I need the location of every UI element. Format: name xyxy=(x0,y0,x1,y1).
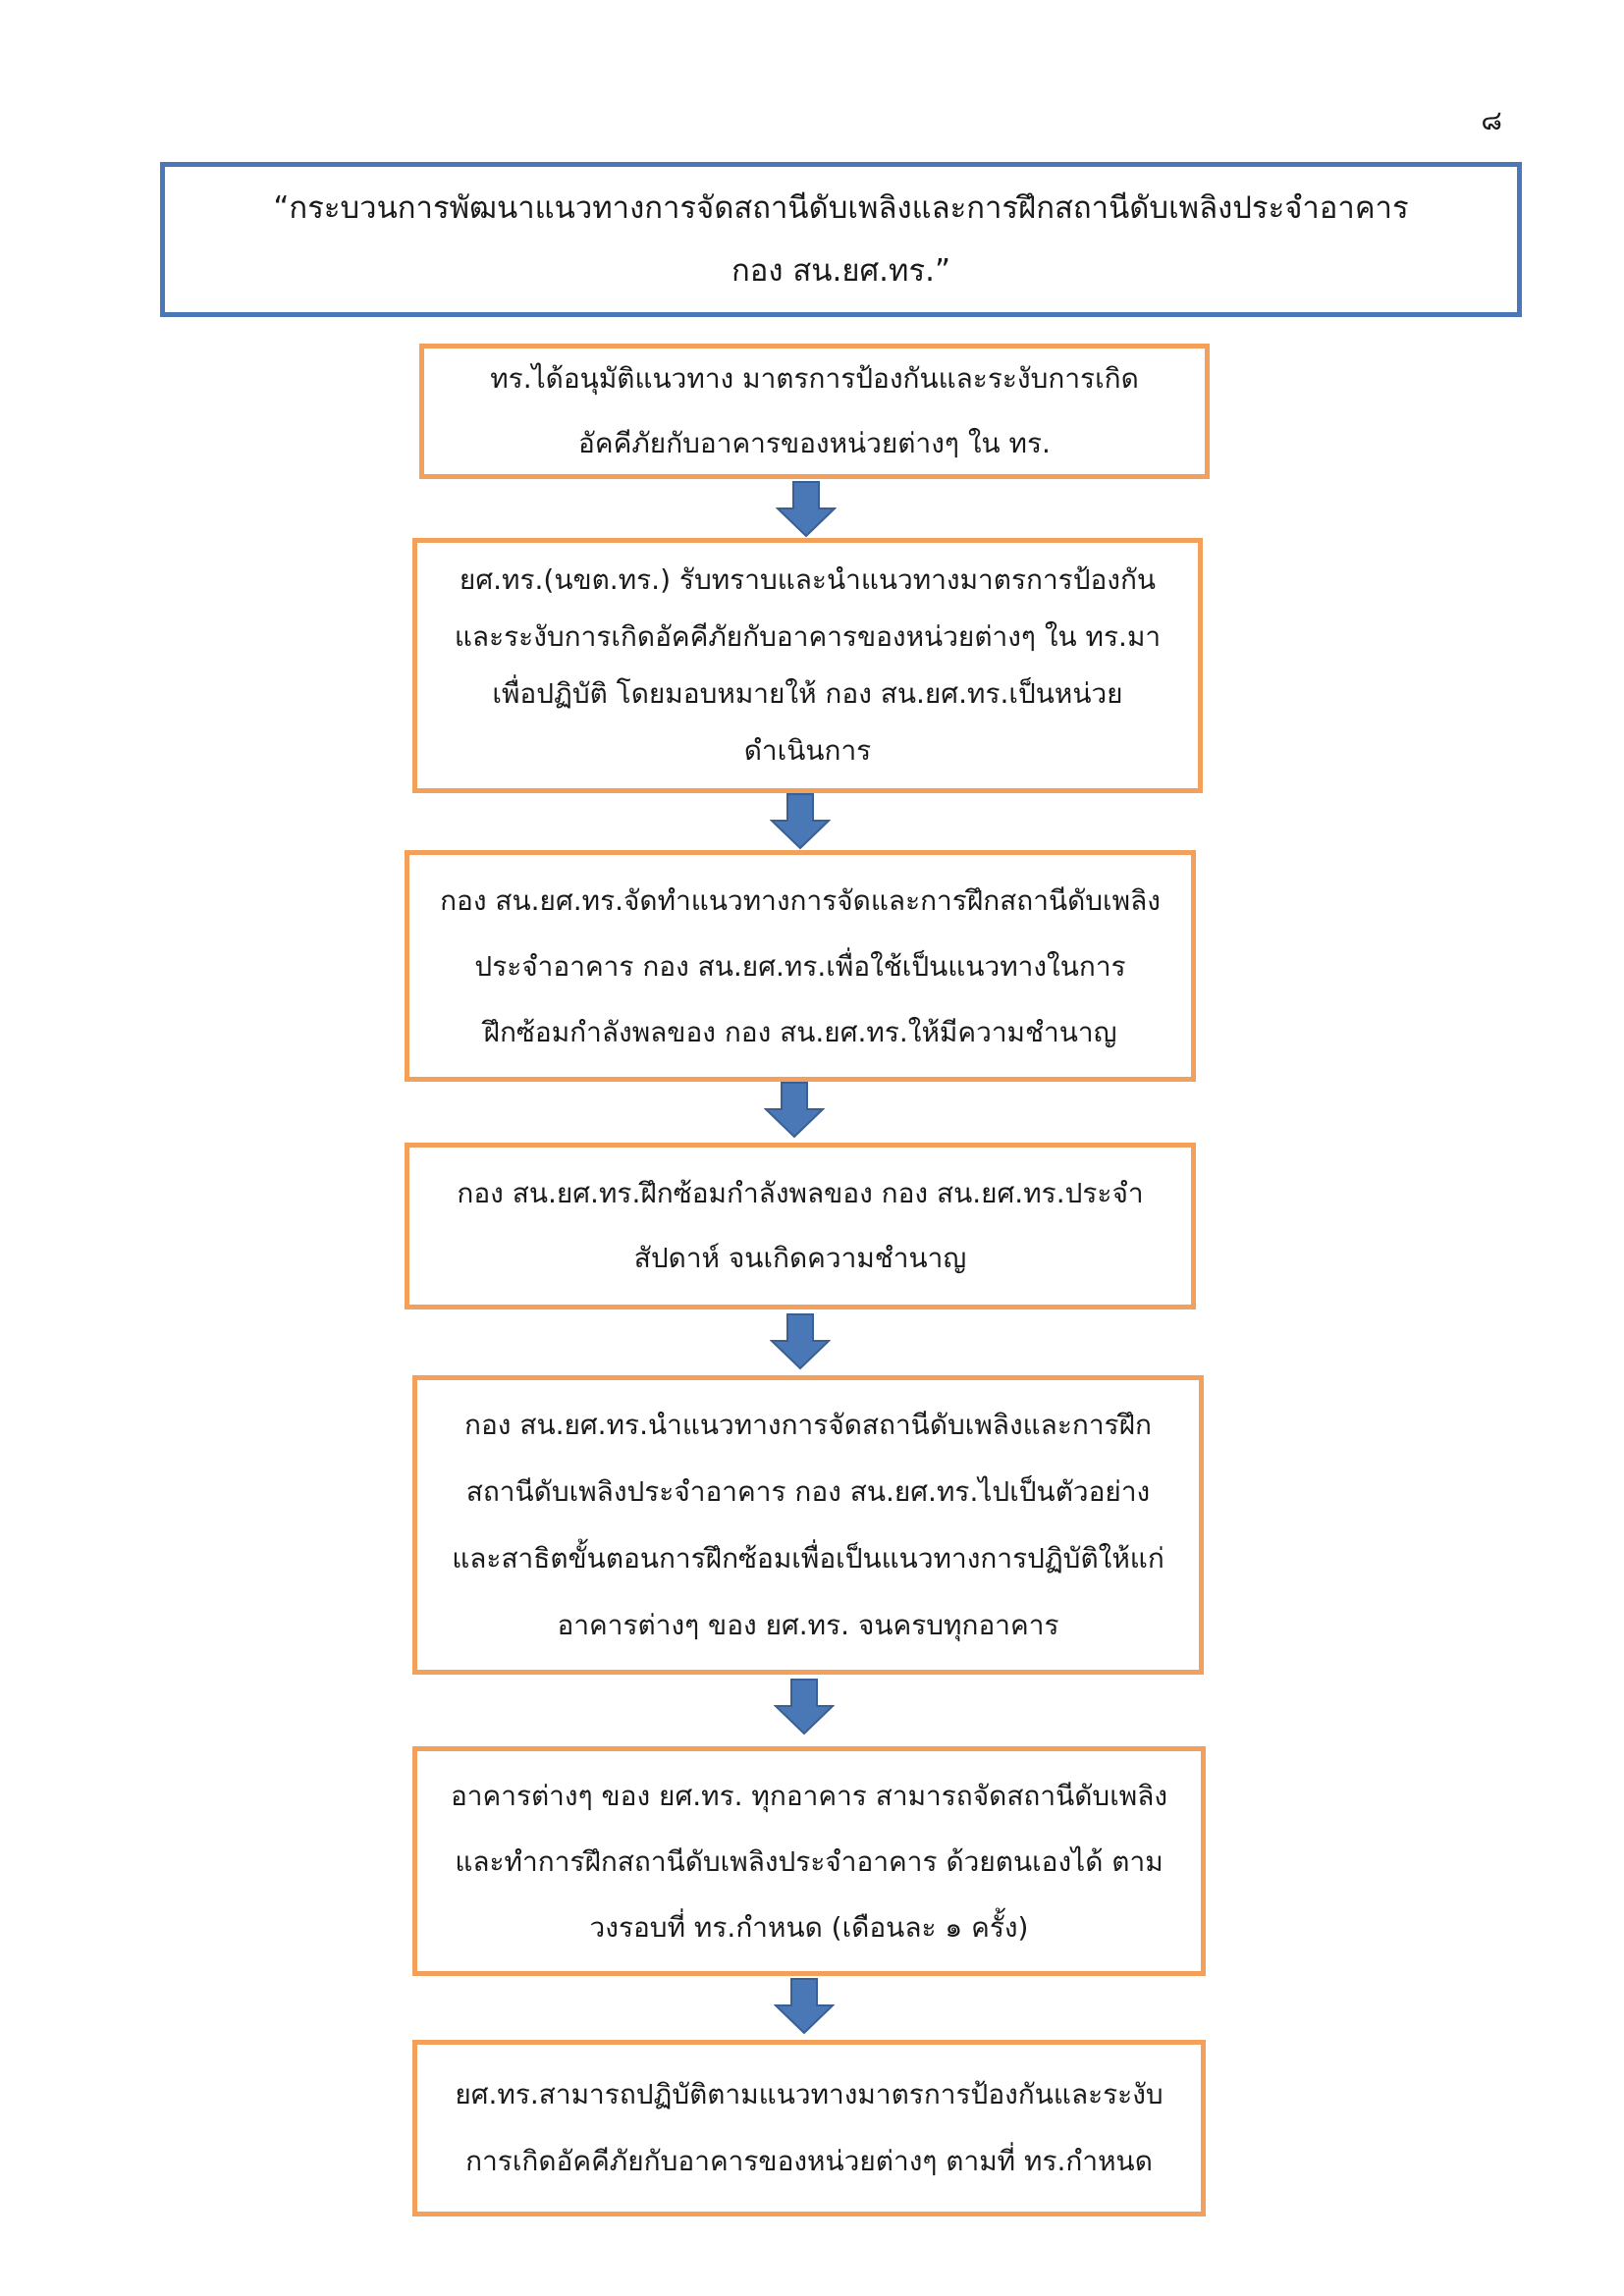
down-arrow-icon xyxy=(776,481,837,538)
step-3-line-1: กอง สน.ยศ.ทร.จัดทำแนวทางการจัดและการฝึกสถานีดับเพลิง xyxy=(440,883,1161,917)
step-5-line-4: อาคารต่างๆ ของ ยศ.ทร. จนครบทุกอาคาร xyxy=(557,1608,1059,1641)
step-box-7 xyxy=(412,2040,1206,2216)
step-2-line-3: เพื่อปฏิบัติ โดยมอบหมายให้ กอง สน.ยศ.ทร.เป็นหน่วย xyxy=(492,677,1123,710)
step-7-line-2: การเกิดอัคคีภัยกับอาคารของหน่วยต่างๆ ตามที่ ทร.กำหนด xyxy=(465,2145,1153,2177)
step-4-line-1: กอง สน.ยศ.ทร.ฝึกซ้อมกำลังพลของ กอง สน.ยศ.ทร.ประจำ xyxy=(457,1177,1144,1209)
step-2-line-2: และระงับการเกิดอัคคีภัยกับอาคารของหน่วยต่างๆ ใน ทร.มา xyxy=(454,620,1162,653)
down-arrow-icon xyxy=(770,793,831,850)
step-box-5 xyxy=(412,1375,1204,1675)
step-3-line-3: ฝึกซ้อมกำลังพลของ กอง สน.ยศ.ทร.ให้มีความชำนาญ xyxy=(483,1015,1117,1048)
down-arrow-icon xyxy=(770,1313,831,1370)
title-line-2: กอง สน.ยศ.ทร.” xyxy=(731,253,951,289)
step-box-1 xyxy=(419,344,1210,479)
step-6-line-2: และทำการฝึกสถานีดับเพลิงประจำอาคาร ด้วยตนเองได้ ตาม xyxy=(455,1844,1164,1878)
step-3-line-2: ประจำอาคาร กอง สน.ยศ.ทร.เพื่อใช้เป็นแนวทางในการ xyxy=(474,949,1126,983)
step-5-line-3: และสาธิตขั้นตอนการฝึกซ้อมเพื่อเป็นแนวทางการปฏิบัติให้แก่ xyxy=(452,1541,1164,1575)
step-7-line-1: ยศ.ทร.สามารถปฏิบัติตามแนวทางมาตรการป้องกันและระงับ xyxy=(455,2078,1164,2110)
step-box-4 xyxy=(405,1143,1196,1309)
down-arrow-icon xyxy=(774,1679,835,1735)
step-2-line-4: ดำเนินการ xyxy=(743,734,872,767)
step-4-line-2: สัปดาห์ จนเกิดความชำนาญ xyxy=(633,1242,967,1274)
title-box xyxy=(160,162,1522,317)
step-2-line-1: ยศ.ทร.(นขต.ทร.) รับทราบและนำแนวทางมาตรการป้องกัน xyxy=(459,563,1157,596)
step-5-line-1: กอง สน.ยศ.ทร.นำแนวทางการจัดสถานีดับเพลิงและการฝึก xyxy=(464,1408,1152,1441)
step-1-line-2: อัคคีภัยกับอาคารของหน่วยต่างๆ ใน ทร. xyxy=(578,427,1051,459)
step-box-3 xyxy=(405,850,1196,1082)
step-5-line-2: สถานีดับเพลิงประจำอาคาร กอง สน.ยศ.ทร.ไปเป็นตัวอย่าง xyxy=(465,1474,1151,1508)
down-arrow-icon xyxy=(764,1082,825,1139)
title-line-1: “กระบวนการพัฒนาแนวทางการจัดสถานีดับเพลิงและการฝึกสถานีดับเพลิงประจำอาคาร xyxy=(273,190,1409,226)
step-6-line-1: อาคารต่างๆ ของ ยศ.ทร. ทุกอาคาร สามารถจัดสถานีดับเพลิง xyxy=(450,1779,1168,1812)
page-number: ๘ xyxy=(1481,104,1502,136)
step-6-line-3: วงรอบที่ ทร.กำหนด (เดือนละ ๑ ครั้ง) xyxy=(589,1910,1029,1944)
down-arrow-icon xyxy=(774,1978,835,2035)
step-box-6 xyxy=(412,1746,1206,1976)
step-box-2 xyxy=(412,538,1203,793)
step-1-line-1: ทร.ได้อนุมัติแนวทาง มาตรการป้องกันและระงับการเกิด xyxy=(490,362,1139,395)
